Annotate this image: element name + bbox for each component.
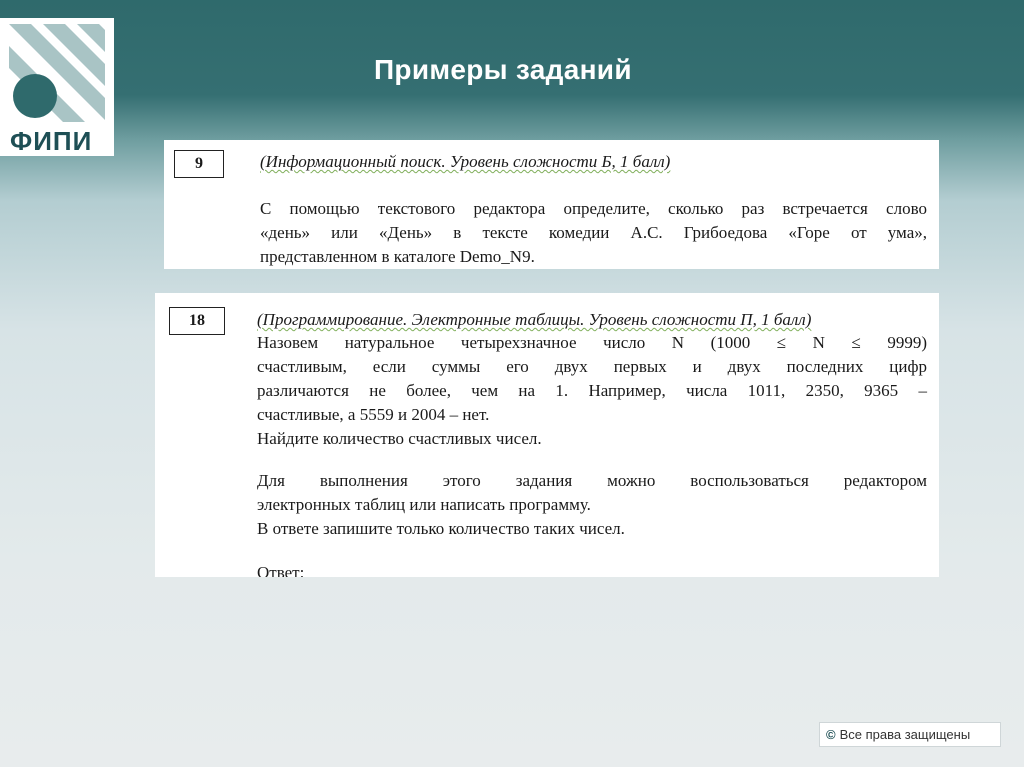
task-text-line: счастливые, а 5559 и 2004 – нет. [257, 405, 490, 424]
task-text-line [260, 247, 927, 267]
task-9-card [164, 140, 939, 269]
task-header: (Информационный поиск. Уровень сложности Б, 1 балл) [260, 152, 671, 171]
task-text-line: Найдите количество счастливых чисел. [257, 429, 542, 448]
task-text-span: представленном в каталоге Demo_N9. [260, 247, 535, 266]
answer-label: Ответ: [257, 563, 305, 577]
copyright-icon: © [826, 727, 836, 742]
task-text-line: Назовем натуральное четырехзначное число N (1000 ≤ N ≤ 9999) [257, 333, 927, 352]
task-text-line: счастливым, если суммы его двух первых и двух последних цифр [257, 357, 927, 376]
task-header: (Программирование. Электронные таблицы. Уровень сложности П, 1 балл) [257, 310, 812, 329]
task-text-line: С помощью текстового редактора определите, сколько раз встречается слово [260, 199, 927, 218]
fipi-emblem-icon [9, 24, 105, 122]
copyright-text: Все права защищены [839, 727, 971, 742]
task-text-line: электронных таблиц или написать программу. [257, 495, 591, 514]
task-number: 18 [169, 307, 225, 335]
task-18-card [155, 293, 939, 577]
slide-title: Примеры заданий [374, 54, 632, 85]
task-text-line: различаются не более, чем на 1. Например, числа 1011, 2350, 9365 – [257, 381, 927, 400]
task-text-line: «день» или «День» в тексте комедии А.С. Грибоедова «Горе от ума», [260, 223, 927, 242]
copyright-badge [819, 722, 1001, 747]
logo-text: ФИПИ [10, 126, 93, 156]
task-number: 9 [174, 150, 224, 178]
fipi-logo [0, 18, 114, 156]
task-text-line: В ответе запишите только количество таких чисел. [257, 519, 625, 538]
task-text-line: Для выполнения этого задания можно воспользоваться редактором [257, 471, 927, 490]
